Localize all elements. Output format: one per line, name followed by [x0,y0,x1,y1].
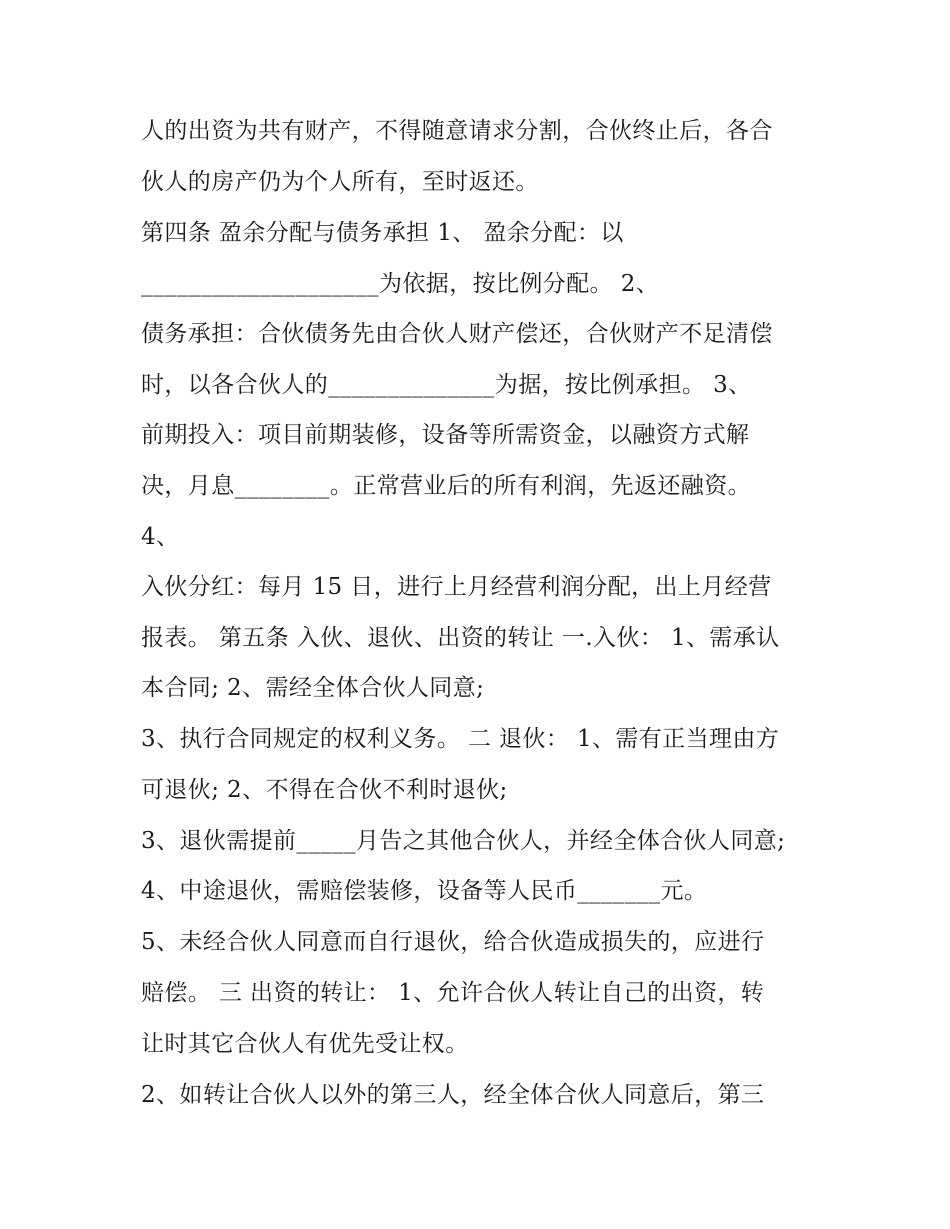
text-line: ____________________为依据，按比例分配。 2、 [141,271,660,297]
text-line: 3、执行合同规定的权利义务。 二 退伙： 1、需有正当理由方 [141,726,780,752]
text-line: 赔偿。 三 出资的转让： 1、允许合伙人转让自己的出资，转 [141,980,765,1006]
text-line: 伙人的房产仍为个人所有，至时返还。 [141,169,539,195]
text-line: 入伙分红：每月 15 日，进行上月经营利润分配，出上月经营 [141,574,772,600]
text-line: 时，以各合伙人的______________为据，按比例承担。 3、 [141,372,752,398]
text-line: 4、 [141,524,180,550]
text-line: 2、如转让合伙人以外的第三人，经全体合伙人同意后，第三 [141,1082,765,1108]
text-line: 决，月息________。正常营业后的所有利润，先返还融资。 [141,473,751,499]
text-line: 4、中途退伙，需赔偿装修，设备等人民币_______元。 [141,878,708,904]
text-line: 本合同; 2、需经全体合伙人同意; [141,675,485,701]
text-line: 3、退伙需提前_____月告之其他合伙人，并经全体合伙人同意; [141,828,786,854]
text-line: 可退伙; 2、不得在合伙不利时退伙; [141,777,508,803]
text-line: 第四条 盈余分配与债务承担 1、 盈余分配：以 [141,220,624,246]
text-line: 让时其它合伙人有优先受让权。 [141,1031,469,1057]
text-line: 债务承担：合伙债务先由合伙人财产偿还，合伙财产不足清偿 [141,321,773,347]
text-line: 前期投入：项目前期装修，设备等所需资金，以融资方式解 [141,422,750,448]
text-line: 报表。 第五条 入伙、退伙、出资的转让 一.入伙： 1、需承认 [141,625,780,651]
text-line: 人的出资为共有财产，不得随意请求分割，合伙终止后，各合 [141,118,773,144]
text-line: 5、未经合伙人同意而自行退伙，给合伙造成损失的，应进行 [141,929,765,955]
